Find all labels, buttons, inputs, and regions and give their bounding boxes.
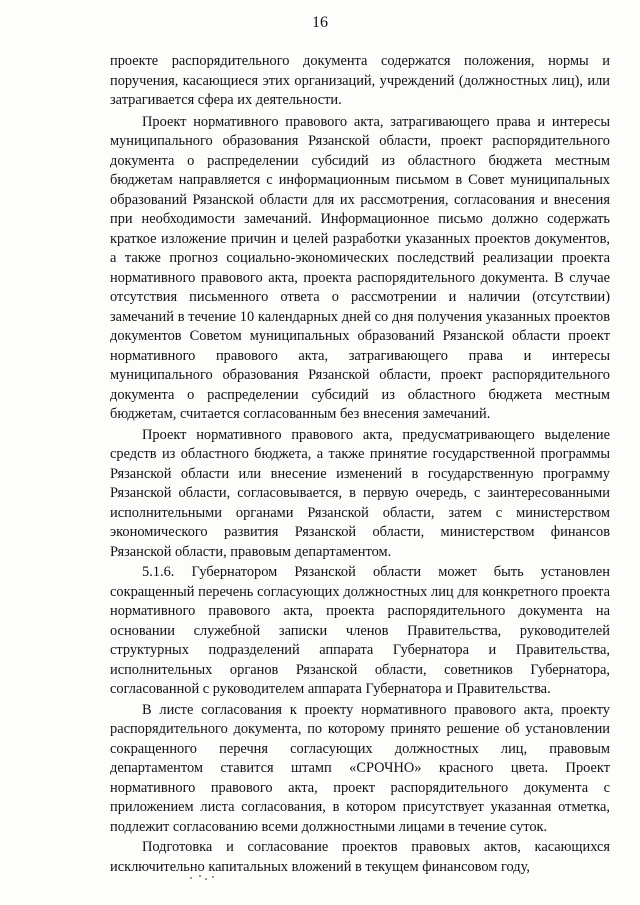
paragraph-budget-approval: Проект нормативного правового акта, предусматривающего выделение средств из областного бюджета, а также принятие государственной программы Рязанской области или внесение изменений в государственную программу Рязанской области, согласовывается, в первую очередь, с заинтересованными исполнительными органами Рязанской области, затем с министерством экономического развития Рязанской области, министерством финансов Рязанской области, правовым департаментом.	[110, 426, 610, 560]
page-number: 16	[312, 14, 328, 31]
paragraph-urgent-stamp: В листе согласования к проекту нормативного правового акта, проекту распорядительного документа, по которому принято решение об установлении сокращенного перечня согласующих должностных лиц, правовым департаментом ставится штамп «СРОЧНО» красного цвета. Проект нормативного правового акта, проект распорядительного документа с приложением листа согласования, в котором присутствует указанная отметка, подлежит согласованию всеми должностными лицами в течение суток.	[110, 701, 610, 835]
scan-artifact	[190, 874, 220, 880]
document-body	[110, 52, 610, 877]
paragraph-continuation: проекте распорядительного документа содержатся положения, нормы и поручения, касающиеся этих организаций, учреждений (должностных лиц), или затрагивается сфера их деятельности.	[110, 53, 610, 108]
paragraph-municipal-approval: Проект нормативного правового акта, затрагивающего права и интересы муниципального образования Рязанской области, проект распорядительного документа о распределении субсидий из областного бюджета местным бюджетам направляется с информационным письмом в Совет муниципальных образований Рязанской области для их рассмотрения, согласования и внесения при необходимости замечаний. Информационное письмо должно содержать краткое изложение причин и целей разработки указанных проектов документов, а также прогноз социально-экономических последствий реализации проекта нормативного правового акта, проекта распорядительного документа. В случае отсутствия письменного ответа о рассмотрении и наличии (отсутствии) замечаний в течение 10 календарных дней со дня получения указанных проектов документов Советом муниципальных образований Рязанской области проект нормативного правового акта, затрагивающего права и интересы муниципального образования Рязанской области, проект распорядительного документа о распределении субсидий из областного бюджета местным бюджетам, считается согласованным без внесения замечаний.	[110, 113, 610, 422]
paragraph-5-1-6: 5.1.6. Губернатором Рязанской области может быть установлен сокращенный перечень согласующих должностных лиц для конкретного проекта нормативного правового акта, проекта распорядительного документа на основании служебной записки членов Правительства, руководителей структурных подразделений аппарата Губернатора и Правительства, исполнительных органов Рязанской области, советников Губернатора, согласованной с руководителем аппарата Губернатора и Правительства.	[110, 564, 610, 697]
paragraph-capital-investments: Подготовка и согласование проектов правовых актов, касающихся исключительно капитальных вложений в текущем финансовом году,	[110, 839, 610, 875]
